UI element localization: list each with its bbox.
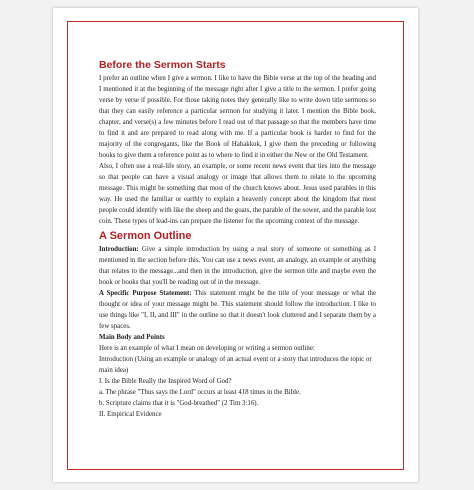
- document-body: [99, 57, 376, 420]
- purpose-statement-text: This statement might be the title of your message or what the thought or idea of your message might be. This statement should follow the introduction. I like to use things like "I, II, and III" in the outline so that it doesn't look cluttered and I separate them by a few spaces.: [99, 290, 376, 330]
- paragraph-introduction: [99, 244, 376, 288]
- paragraph-purpose-statement: [99, 288, 376, 332]
- introduction-text: Give a simple introduction by using a real story of someone or something as I mentioned in the section before this. You can use a news event, an analogy, an example or anything that relates to the message...and then in the introduction, give the sermon title and maybe even the book or books that you'll be reading out of in the message.: [99, 246, 376, 286]
- outline-line: Here is an example of what I mean on developing or writing a sermon outline:: [99, 345, 315, 352]
- heading-sermon-outline: A Sermon Outline: [99, 230, 192, 242]
- main-body-heading: Main Body and Points: [99, 334, 165, 341]
- paragraph-real-life-story: Also, I often use a real-life story, an example, or some recent news event that ties into the message so that people can have a visual analogy or image that allows them to relate to the upcoming message. This might be something that most of the church knows about. Jesus used parables in this way. He used the familiar or earthly to explain a heavenly concept about the kingdom that most people could identify with like the sheep and the goats, the parable of the sower, and the parable lost coin. These types of lead-ins can prepare the listener for the upcoming context of the message.: [99, 163, 376, 225]
- outline-line: b. Scripture claims that it is "God-breathed" (2 Tim 3:16).: [99, 400, 259, 407]
- outline-line: I. Is the Bible Really the Inspired Word of God?: [99, 378, 232, 385]
- heading-before-sermon: Before the Sermon Starts: [99, 59, 226, 71]
- introduction-label: Introduction:: [99, 246, 139, 253]
- purpose-statement-label: A Specific Purpose Statement:: [99, 290, 192, 297]
- document-page: [53, 8, 418, 482]
- paragraph-outline-preference: I prefer an outline when I give a sermon. I like to have the Bible verse at the top of the heading and I mentioned it at the beginning of the message right after I give a title to the sermon. I prefer going verse by verse if possible. For those taking notes they generally like to write down title sermons so that they can easily reference a particular sermon for studying it later. I mention the Bible book, chapter, and verse(s) a few minutes before I read out of that passage so that the members have time to find it and are prepared to read along with me. If a particular book is harder to find for the majority of the congregants, like the Book of Habakkuk, I give them the preceding or following books to give them a reference point as to where to find it in either the New or the Old Testament.: [99, 75, 376, 159]
- outline-line: a. The phrase "Thus says the Lord" occurs at least 418 times in the Bible.: [99, 389, 301, 396]
- outline-line: Introduction (Using an example or analogy of an actual event or a story that introduces the topic or main idea): [99, 356, 372, 374]
- outline-line: II. Empirical Evidence: [99, 411, 162, 418]
